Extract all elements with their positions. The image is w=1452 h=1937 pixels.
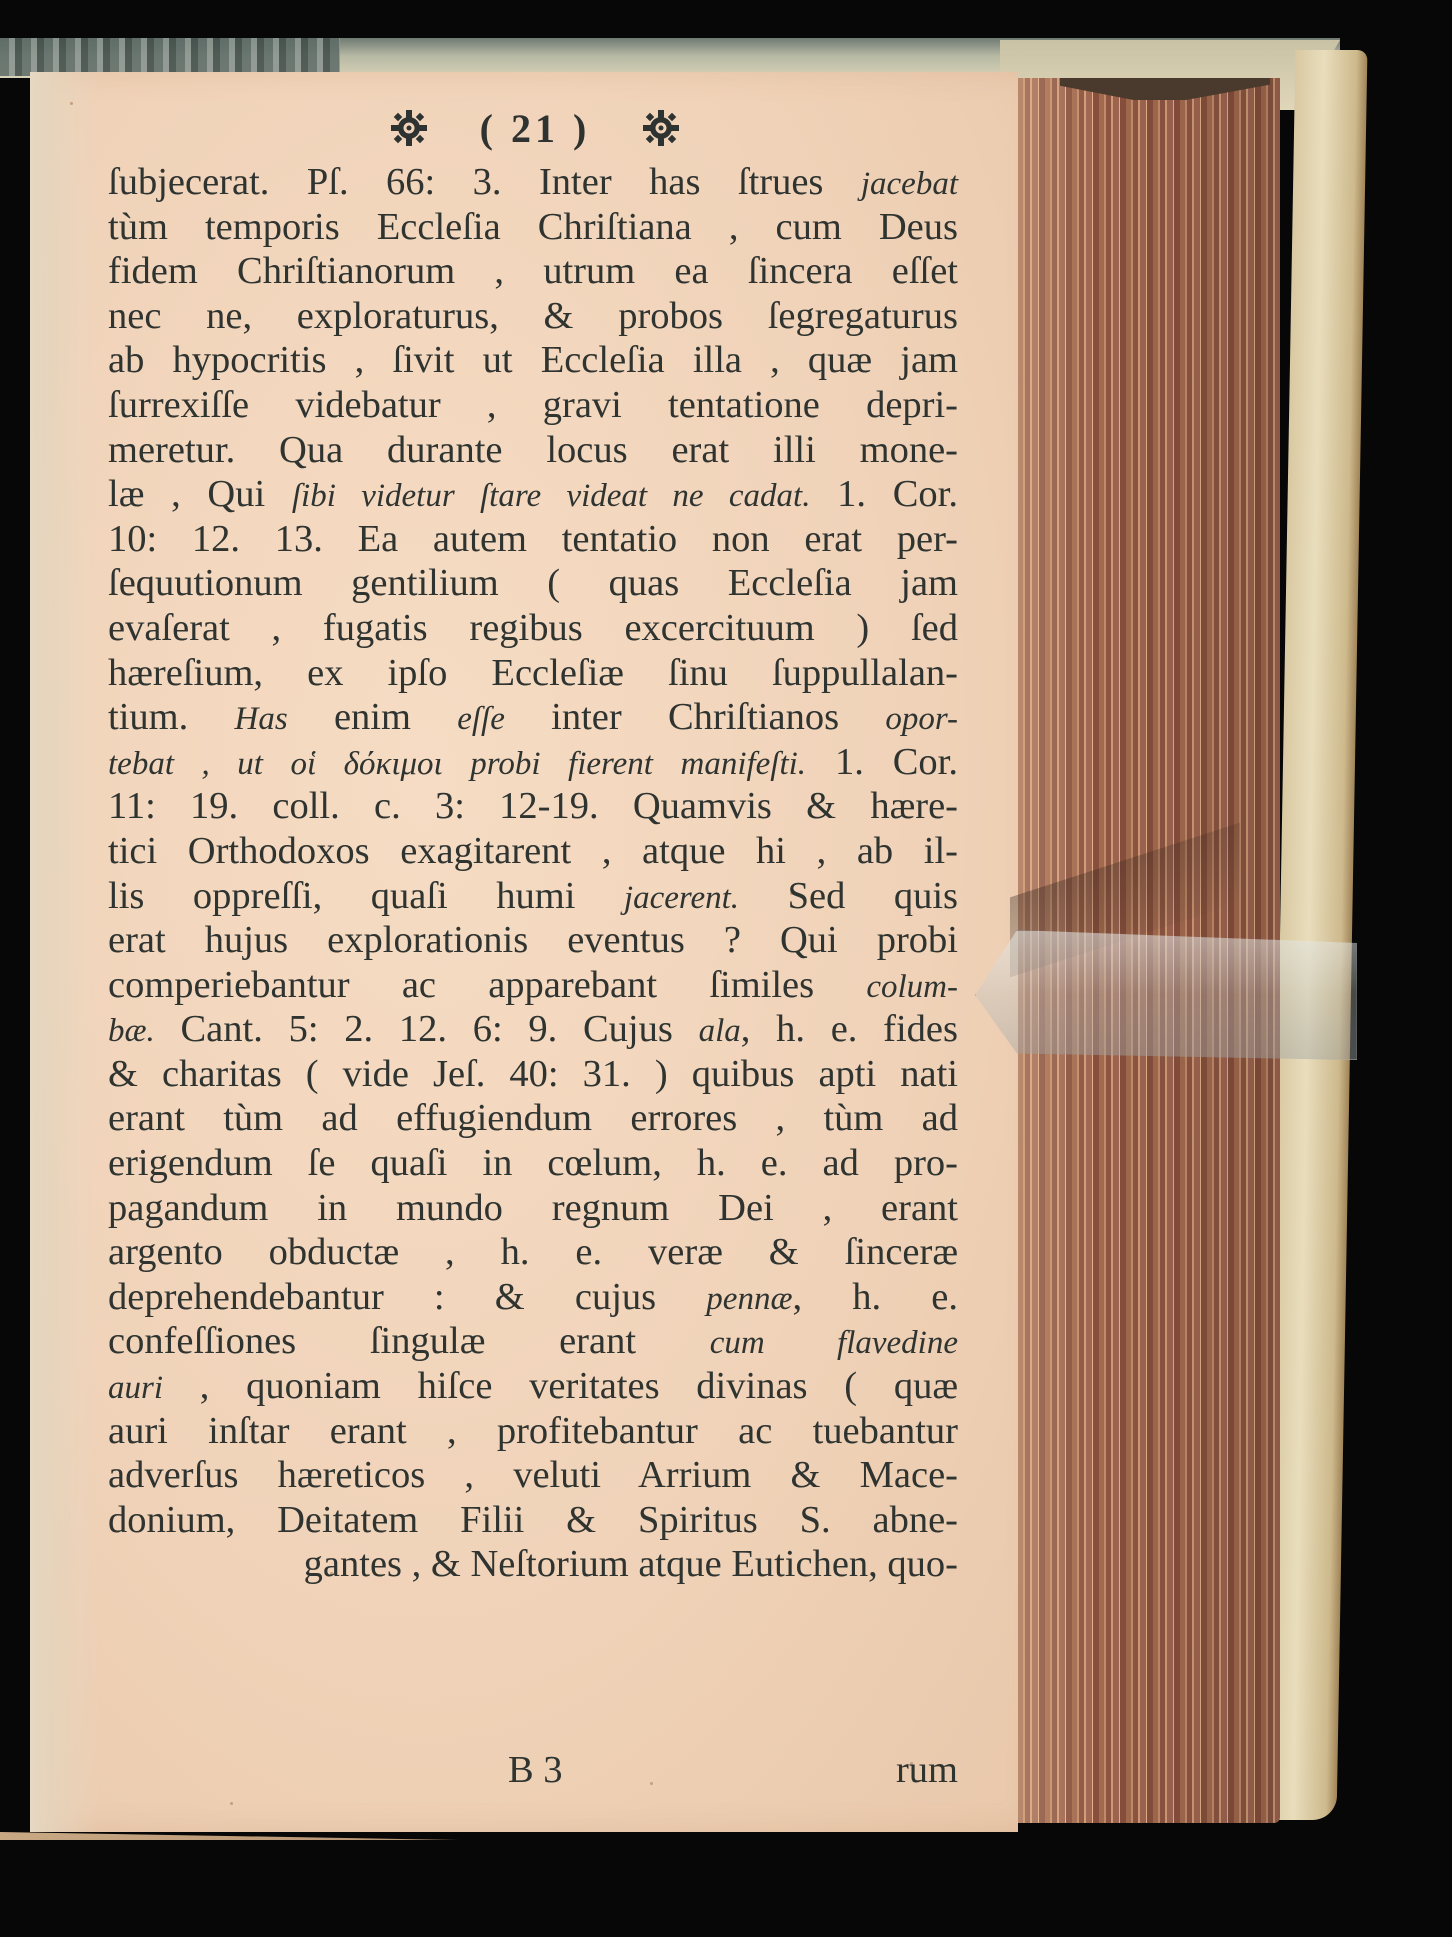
italic-text: opor- xyxy=(885,701,959,738)
text-line xyxy=(108,829,958,874)
roman-text: tium. xyxy=(108,696,235,739)
catchword: rum xyxy=(895,1749,958,1791)
scan-background xyxy=(0,1840,1452,1937)
text-line xyxy=(108,1498,958,1543)
text-line xyxy=(108,918,958,963)
text-line xyxy=(108,1007,958,1052)
signature-mark: B 3 xyxy=(508,1749,563,1791)
text-line xyxy=(108,1319,958,1364)
italic-text: bæ. xyxy=(108,1013,155,1050)
flower-ornament-icon xyxy=(642,109,680,147)
text-line xyxy=(108,1364,958,1409)
roman-text: erat hujus explorationis eventus ? Qui probi xyxy=(108,919,958,962)
roman-text: pagandum in mundo regnum Dei , erant xyxy=(108,1186,958,1229)
italic-text: pennæ xyxy=(706,1280,793,1317)
text-line xyxy=(108,160,958,205)
text-line xyxy=(108,695,958,740)
roman-text: evaſerat , fugatis regibus excercituum ) ſed xyxy=(108,606,958,649)
text-line xyxy=(108,294,958,339)
roman-text: ſurrexiſſe videbatur , gravi tentatione depri- xyxy=(108,383,958,426)
roman-text: adverſus hæreticos , veluti Arrium & Mace- xyxy=(108,1454,958,1497)
italic-text: auri xyxy=(108,1370,164,1407)
text-line xyxy=(108,874,958,919)
text-line xyxy=(108,1230,958,1275)
text-line xyxy=(108,1409,958,1454)
italic-text: colum- xyxy=(866,968,958,1005)
roman-text: gantes , & Neſtorium atque Eutichen, quo- xyxy=(303,1543,958,1586)
text-line xyxy=(108,1186,958,1231)
roman-text: tùm temporis Eccleſia Chriſtiana , cum Deus xyxy=(108,205,958,248)
running-head xyxy=(390,102,680,154)
italic-text: tebat , ut οἱ δόκιμοι probi fierent manifeſti. xyxy=(108,745,807,782)
roman-text: Cant. 5: 2. 12. 6: 9. Cujus xyxy=(154,1008,699,1051)
roman-text: enim xyxy=(287,696,458,739)
roman-text: meretur. Qua durante locus erat illi mone- xyxy=(108,428,958,471)
roman-text: 11: 19. coll. c. 3: 12-19. Quamvis & hære- xyxy=(108,785,958,828)
italic-text: jacebat xyxy=(860,166,958,202)
text-line xyxy=(108,338,958,383)
italic-text: jacerent. xyxy=(623,879,740,916)
text-line xyxy=(108,249,958,294)
text-line xyxy=(108,428,958,473)
text-line xyxy=(108,963,958,1008)
roman-text: auri inſtar erant , profitebantur ac tuebantur xyxy=(108,1409,958,1452)
text-line xyxy=(108,205,958,250)
text-line xyxy=(108,1542,958,1587)
roman-text: lis oppreſſi, quaſi humi xyxy=(108,874,624,917)
roman-text: erigendum ſe quaſi in cœlum, h. e. ad pro- xyxy=(108,1142,958,1185)
roman-text: 1. Cor. xyxy=(806,740,958,783)
roman-text: ſequutionum gentilium ( quas Eccleſia jam xyxy=(108,562,958,605)
roman-text: fidem Chriſtianorum , utrum ea ſincera eſſet xyxy=(108,250,958,293)
roman-text: 1. Cor. xyxy=(810,473,958,516)
roman-text: , h. e. fides xyxy=(740,1008,958,1051)
text-line xyxy=(108,651,958,696)
text-line xyxy=(108,1453,958,1498)
roman-text: Sed quis xyxy=(739,874,959,917)
text-line xyxy=(108,1275,958,1320)
text-line xyxy=(108,606,958,651)
flower-ornament-icon xyxy=(390,109,428,147)
roman-text: erant tùm ad effugiendum errores , tùm ad xyxy=(108,1097,958,1140)
body-text xyxy=(108,160,958,1587)
page-clip-bookmark[interactable] xyxy=(975,930,1357,1060)
text-line xyxy=(108,784,958,829)
text-line xyxy=(108,740,958,785)
roman-text: 10: 12. 13. Ea autem tentatio non erat per- xyxy=(108,517,958,560)
roman-text: tici Orthodoxos exagitarent , atque hi , ab il- xyxy=(108,829,958,872)
page-footer xyxy=(508,1748,958,1792)
roman-text: donium, Deitatem Filii & Spiritus S. abne- xyxy=(108,1498,958,1541)
roman-text: , quoniam hiſce veritates divinas ( quæ xyxy=(163,1365,958,1408)
italic-text: ſibi videtur ſtare videat ne cadat. xyxy=(291,478,811,515)
italic-text: Has xyxy=(234,701,288,738)
roman-text: confeſſiones ſingulæ erant xyxy=(108,1320,710,1363)
text-line xyxy=(108,472,958,517)
roman-text: argento obductæ , h. e. veræ & ſinceræ xyxy=(108,1231,958,1274)
text-line xyxy=(108,561,958,606)
roman-text: comperiebantur ac apparebant ſimiles xyxy=(108,963,867,1006)
text-line xyxy=(108,1141,958,1186)
roman-text: , h. e. xyxy=(792,1275,958,1318)
roman-text: & charitas ( vide Jeſ. 40: 31. ) quibus apti nati xyxy=(108,1052,958,1095)
text-line xyxy=(108,1096,958,1141)
roman-text: inter Chriſtianos xyxy=(504,696,886,739)
page-number: ( 21 ) xyxy=(479,105,591,151)
roman-text: deprehendebantur : & cujus xyxy=(108,1275,707,1318)
roman-text: nec ne, exploraturus, & probos ſegregaturus xyxy=(108,294,958,337)
text-line xyxy=(108,1052,958,1097)
roman-text: læ , Qui xyxy=(108,473,292,516)
roman-text: ſubjecerat. Pſ. 66: 3. Inter has ſtrues xyxy=(108,161,861,203)
italic-text: cum flavedine xyxy=(709,1325,958,1362)
text-line xyxy=(108,517,958,562)
book-spine-texture xyxy=(0,38,340,76)
roman-text: ab hypocritis , ſivit ut Eccleſia illa , quæ jam xyxy=(108,339,958,382)
roman-text: hæreſium, ex ipſo Eccleſiæ ſinu ſuppullalan- xyxy=(108,651,958,694)
text-line xyxy=(108,383,958,428)
italic-text: ala xyxy=(698,1013,741,1050)
italic-text: eſſe xyxy=(457,701,505,738)
